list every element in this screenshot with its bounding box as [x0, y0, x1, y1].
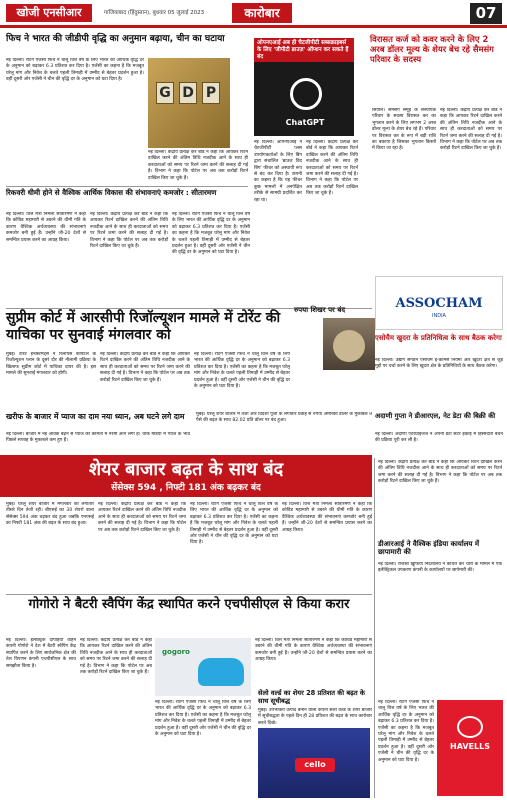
havells-logo: HAVELLS [450, 742, 490, 751]
chatgpt-body-2: नई दिल्ली। केंद्रीय प्रत्यक्ष कर बोर्ड ने कहा कि आयकर रिटर्न दाखिल करने की अंतिम तिथि नजदीक आने के साथ ही करदाताओं को समय पर रिटर्न जमा करने की सलाह दी गई है। विभाग ने कहा कि पोर्टल पर अब तक करोड़ों रिटर्न दाखिल किए जा चुके हैं। [306, 140, 358, 197]
gdp-headline: फिच ने भारत की जीडीपी वृद्धि का अनुमान बढ़ाया, चीन का घटाया [6, 34, 225, 44]
brand-logo: खोजी एनसीआर [6, 4, 92, 22]
gogoro-body-2: नई दिल्ली। केंद्रीय प्रत्यक्ष कर बोर्ड ने कहा कि आयकर रिटर्न दाखिल करने की अंतिम तिथि नजदीक आने के साथ ही करदाताओं को समय पर रिटर्न जमा करने की सलाह दी गई है। विभाग ने कहा कि पोर्टल पर अब तक करोड़ों रिटर्न दाखिल किए जा चुके हैं। [80, 638, 152, 676]
policy-body-3: नई दिल्ली। रेटिंग एजेंसी फिच ने चालू वित्त वर्ष के लिए भारत की आर्थिक वृद्धि दर के अनुमान को बढ़ाकर 6.3 प्रतिशत कर दिया है। एजेंसी का कहना है कि मजबूत घरेलू मांग और निवेश के चलते पहली तिमाही में उम्मीद से बेहतर प्रदर्शन हुआ है। वहीं दूसरी ओर एजेंसी ने चीन की वृद्धि दर के अनुमान को घटा दिया है। [172, 212, 250, 256]
cello-headline: सेलो वर्ल्ड का शेयर 28 प्रतिशत की बढ़त के साथ सूचीबद्ध [258, 689, 365, 705]
court-body: मुंबई। टोरेंट इन्वेस्टमेंट्स ने रिलायंस कैपिटल के रिजॉल्यूशन प्लान के दूसरे दौर की नीलामी प्रक्रिया के खिलाफ सुप्रीम कोर्ट में याचिका दायर की है। इस मामले की सुनवाई मंगलवार को होगी। [6, 352, 96, 377]
adani-headline: अदाणी गुप्ता ने डीआरएल, नेट डेटा की बिक्री की [375, 412, 496, 420]
market-body-3: नई दिल्ली। रेटिंग एजेंसी फिच ने चालू वित्त वर्ष के लिए भारत की आर्थिक वृद्धि दर के अनुमान को बढ़ाकर 6.3 प्रतिशत कर दिया है। एजेंसी का कहना है कि मजबूत घरेलू मांग और निवेश के चलते पहली तिमाही में उम्मीद से बेहतर प्रदर्शन हुआ है। वहीं दूसरी ओर एजेंसी ने चीन की वृद्धि दर के अनुमान को घटा दिया है। [190, 502, 278, 546]
chatgpt-headline: ओपनएआई अब ही चैटजीपीटी सब्सक्राइबर्स के लिए 'जीपीटी ब्राउज़' ऑप्शन कर सकते हैं बंद [254, 38, 354, 62]
gogoro-headline: गोगोरो ने बैटरी स्वैपिंग केंद्र स्थापित करने एचपीसीएल से किया करार [28, 597, 350, 612]
divider [6, 186, 248, 187]
court-body-3: नई दिल्ली। रेटिंग एजेंसी फिच ने चालू वित्त वर्ष के लिए भारत की आर्थिक वृद्धि दर के अनुमान को बढ़ाकर 6.3 प्रतिशत कर दिया है। एजेंसी का कहना है कि मजबूत घरेलू मांग और निवेश के चलते पहली तिमाही में उम्मीद से बेहतर प्रदर्शन हुआ है। वहीं दूसरी ओर एजेंसी ने चीन की वृद्धि दर के अनुमान को घटा दिया है। [194, 352, 290, 390]
side-body: नई दिल्ली। केंद्रीय प्रत्यक्ष कर बोर्ड ने कहा कि आयकर रिटर्न दाखिल करने की अंतिम तिथि नजदीक आने के साथ ही करदाताओं को समय पर रिटर्न जमा करने की सलाह दी गई है। विभाग ने कहा कि पोर्टल पर अब तक करोड़ों रिटर्न दाखिल किए जा चुके हैं। [378, 460, 502, 485]
samsung-body: सियोल। सैमसंग समूह के संस्थापक परिवार के सदस्य विरासत कर का भुगतान करने के लिए लगभग 2 अरब डॉलर मूल्य के शेयर बेच रहे हैं। परिवार पर विरासत कर के रूप में बड़ी राशि का बकाया है जिसका भुगतान किस्तों में किया जा रहा है। [372, 108, 436, 152]
divider [374, 458, 375, 798]
gogoro-logo: gogoro [162, 648, 190, 656]
rupee-headline: रुपया शिखर पर बंद [294, 306, 346, 314]
market-subhead: सेंसेक्स 594 , निफ्टी 181 अंक बढ़कर बंद [111, 483, 261, 493]
cello-logo: cello [295, 758, 335, 772]
divider [6, 594, 372, 595]
chatgpt-body: नई दिल्ली। ओपनएआई ने चैटजीपीटी प्लस उपयोगकर्ताओं के लिए बिंग द्वारा संचालित 'ब्राउज़ विद बिंग' फीचर को अस्थायी रूप से बंद कर दिया है। कंपनी का कहना है कि यह फीचर कुछ मामलों में अनपेक्षित तरीके से सामग्री प्रदर्शित कर रहा था। [254, 140, 302, 203]
havells-headline: डीआरआई ने वैश्विक इंडिया कार्यालय में छापामारी की [378, 540, 480, 557]
adani-body: नई दिल्ली। अदाणी एंटरप्राइजेज ने अपनी डेटा सेंटर इकाई में हिस्सेदारी बेचने की प्रक्रिया पूरी कर ली है। [375, 432, 503, 444]
onion-body: नई दिल्ली। बाजार में नई आवक बढ़ने से प्याज की कीमतों में नरमी आने लगी है। थोक मंडियों में प्याज के भाव पिछले सप्ताह के मुकाबले कम हुए हैं। [6, 432, 190, 444]
policy-body: नई दिल्ली। वित्त मंत्री निर्मला सीतारमण ने कहा कि कोविड महामारी से उबरने की धीमी गति के कारण वैश्विक अर्थव्यवस्था की संभावनाएं कमजोर बनी हुई हैं। उन्होंने जी-20 देशों से समन्वित प्रयास करने का आग्रह किया। [6, 212, 86, 243]
scooter-icon [198, 658, 244, 686]
market-body: मुंबई। घरेलू शेयर बाजार में मंगलवार को लगातार तीसरे दिन तेजी रही। बीएसई का 30 शेयरों वाला सेंसेक्स 594 अंक चढ़कर बंद हुआ जबकि एनएसई का निफ्टी 181 अंक की बढ़त के साथ बंद हुआ। [6, 502, 94, 527]
gogoro-body: नई दिल्ली। इलेक्ट्रिक दोपहिया वाहन कंपनी गोगोरो ने देश में बैटरी स्वैपिंग केंद्र स्थापित करने के लिए सार्वजनिक क्षेत्र की तेल विपणन कंपनी एचपीसीएल के साथ समझौता किया है। [6, 638, 76, 669]
samsung-body-2: नई दिल्ली। केंद्रीय प्रत्यक्ष कर बोर्ड ने कहा कि आयकर रिटर्न दाखिल करने की अंतिम तिथि नजदीक आने के साथ ही करदाताओं को समय पर रिटर्न जमा करने की सलाह दी गई है। विभाग ने कहा कि पोर्टल पर अब तक करोड़ों रिटर्न दाखिल किए जा चुके हैं। [440, 108, 502, 152]
rupee-body: मुंबई। घरेलू शेयर बाजार में तेजी और विदेशी पूंजी के लगातार प्रवाह से रुपया अमेरिकी डॉलर के मुकाबले 9 पैसे की बढ़त के साथ 82.02 प्रति डॉलर पर बंद हुआ। [196, 412, 372, 424]
market-headline: शेयर बाजार बढ़त के साथ बंद [88, 459, 284, 480]
page-number: 07 [470, 3, 502, 24]
court-headline: सुप्रीम कोर्ट में आरसीपी रिजॉल्यूशन मामले में टोरेंट की याचिका पर सुनवाई मंगलवार को [6, 310, 281, 343]
gogoro-body-3: नई दिल्ली। रेटिंग एजेंसी फिच ने चालू वित्त वर्ष के लिए भारत की आर्थिक वृद्धि दर के अनुमान को बढ़ाकर 6.3 प्रतिशत कर दिया है। एजेंसी का कहना है कि मजबूत घरेलू मांग और निवेश के चलते पहली तिमाही में उम्मीद से बेहतर प्रदर्शन हुआ है। वहीं दूसरी ओर एजेंसी ने चीन की वृद्धि दर के अनुमान को घटा दिया है। [155, 700, 251, 738]
cello-body: मुंबई। उपभोक्ता उत्पाद बनाने वाली कंपनी सेलो वर्ल्ड के शेयर बाजार में सूचीबद्धता के पहले दिन ही 28 प्रतिशत की बढ़त के साथ कारोबार करते दिखे। [258, 708, 372, 726]
onion-headline: खरीफ के बाजार में प्याज का दाम नया ध्यान, अब घटने लगे दाम [6, 412, 185, 421]
gdp-body-cont: नई दिल्ली। केंद्रीय प्रत्यक्ष कर बोर्ड ने कहा कि आयकर रिटर्न दाखिल करने की अंतिम तिथि नजदीक आने के साथ ही करदाताओं को समय पर रिटर्न जमा करने की सलाह दी गई है। विभाग ने कहा कि पोर्टल पर अब तक करोड़ों रिटर्न दाखिल किए जा चुके हैं। [148, 150, 248, 181]
assocham-logo: ASSOCHAM [395, 296, 483, 311]
havells-body-2: नई दिल्ली। रेटिंग एजेंसी फिच ने चालू वित्त वर्ष के लिए भारत की आर्थिक वृद्धि दर के अनुमान को बढ़ाकर 6.3 प्रतिशत कर दिया है। एजेंसी का कहना है कि मजबूत घरेलू मांग और निवेश के चलते पहली तिमाही में उम्मीद से बेहतर प्रदर्शन हुआ है। वहीं दूसरी ओर एजेंसी ने चीन की वृद्धि दर के अनुमान को घटा दिया है। [378, 700, 434, 763]
assocham-logo-sub: INDIA [432, 313, 446, 319]
market-body-2: नई दिल्ली। केंद्रीय प्रत्यक्ष कर बोर्ड ने कहा कि आयकर रिटर्न दाखिल करने की अंतिम तिथि नजदीक आने के साथ ही करदाताओं को समय पर रिटर्न जमा करने की सलाह दी गई है। विभाग ने कहा कि पोर्टल पर अब तक करोड़ों रिटर्न दाखिल किए जा चुके हैं। [98, 502, 186, 533]
gdp-tile-p: P [202, 82, 220, 104]
section-title: कारोबार [232, 3, 292, 23]
market-body-4: नई दिल्ली। वित्त मंत्री निर्मला सीतारमण ने कहा कि कोविड महामारी से उबरने की धीमी गति के कारण वैश्विक अर्थव्यवस्था की संभावनाएं कमजोर बनी हुई हैं। उन्होंने जी-20 देशों से समन्वित प्रयास करने का आग्रह किया। [282, 502, 372, 533]
havells-logo-icon [457, 716, 483, 738]
policy-headline: रिकवरी धीमी होने से वैश्विक आर्थिक विकास की संभावनाएं कमजोर : सीतारमण [6, 188, 217, 197]
gdp-body: नई दिल्ली। रेटिंग एजेंसी फिच ने चालू वित्त वर्ष के लिए भारत की आर्थिक वृद्धि दर के अनुमान को बढ़ाकर 6.3 प्रतिशत कर दिया है। एजेंसी का कहना है कि मजबूत घरेलू मांग और निवेश के चलते पहली तिमाही में उम्मीद से बेहतर प्रदर्शन हुआ है। वहीं दूसरी ओर एजेंसी ने चीन की वृद्धि दर के अनुमान को घटा दिया है। [6, 58, 144, 83]
samsung-headline: विरासत कर्ज को कवर करने के लिए 2 अरब डॉलर मूल्य के शेयर बेच रहे सैमसंग परिवार के सदस्य [370, 34, 494, 65]
court-body-2: नई दिल्ली। केंद्रीय प्रत्यक्ष कर बोर्ड ने कहा कि आयकर रिटर्न दाखिल करने की अंतिम तिथि नजदीक आने के साथ ही करदाताओं को समय पर रिटर्न जमा करने की सलाह दी गई है। विभाग ने कहा कि पोर्टल पर अब तक करोड़ों रिटर्न दाखिल किए जा चुके हैं। [100, 352, 190, 383]
assocham-body: नई दिल्ली। उद्योग संगठन एसोचैम ई-कॉमर्स नियमों और खुदरा क्षेत्र से जुड़े मुद्दों पर चर्चा करने के लिए खुदरा क्षेत्र के प्रतिनिधियों के साथ बैठक करेगा। [375, 358, 503, 370]
havells-body: नई दिल्ली। राजस्व खुफिया निदेशालय ने कथित कर चोरी के मामले में एक इलेक्ट्रिकल उपकरण कंपनी के कार्यालयों पर छापेमारी की। [378, 562, 502, 574]
dateline: गाजियाबाद (हिंदुस्तान), बुधवार 05 जुलाई 2023 [104, 10, 205, 16]
gogoro-body-4: नई दिल्ली। वित्त मंत्री निर्मला सीतारमण ने कहा कि कोविड महामारी से उबरने की धीमी गति के कारण वैश्विक अर्थव्यवस्था की संभावनाएं कमजोर बनी हुई हैं। उन्होंने जी-20 देशों से समन्वित प्रयास करने का आग्रह किया। [255, 638, 372, 663]
assocham-headline: एसोचैम खुदरा के प्रतिनिधित्व के साथ बैठक करेगा [375, 334, 502, 342]
chatgpt-label: ChatGPT [285, 118, 325, 127]
openai-logo-icon [290, 78, 322, 110]
gdp-tile-g: G [156, 82, 174, 104]
court-image [323, 318, 375, 370]
policy-body-2: नई दिल्ली। केंद्रीय प्रत्यक्ष कर बोर्ड ने कहा कि आयकर रिटर्न दाखिल करने की अंतिम तिथि नजदीक आने के साथ ही करदाताओं को समय पर रिटर्न जमा करने की सलाह दी गई है। विभाग ने कहा कि पोर्टल पर अब तक करोड़ों रिटर्न दाखिल किए जा चुके हैं। [90, 212, 168, 250]
gdp-tile-d: D [179, 82, 197, 104]
